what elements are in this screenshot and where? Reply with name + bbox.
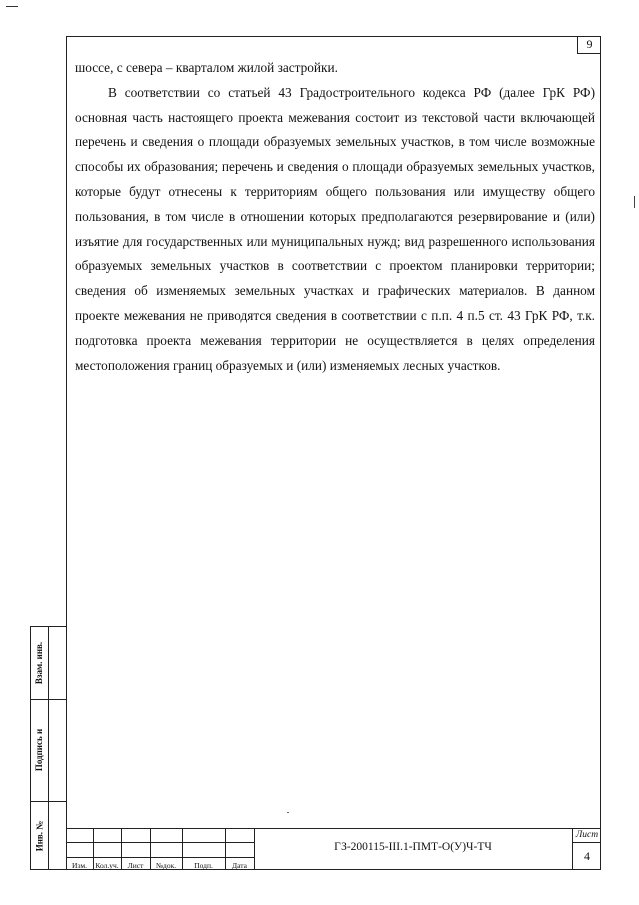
top-page-number: 9 [577,36,601,54]
col-label-date: Дата [232,861,247,870]
side-label-inv-number: Инв. № [34,820,45,852]
col-label-doc-number: №док. [155,861,177,870]
document-body [75,56,595,378]
sheet-number: 4 [584,849,590,863]
col-label-change: Изм. [72,861,87,870]
paragraph-main: В соответствии со статьей 43 Градостроительного кодекса РФ (далее ГрК РФ) основная часть настоящего проекта межевания состоит из текстовой части включающей перечень и сведения о площади образуемых земельных участков, в том числе возможные способы их образования; перечень и сведения о площади образуемых земельных участков, которые будут отнесены к территориям общего пользования или имуществу общего пользования, в том числе в отношении которых предполагаются резервирование и (или) изъятие для государственных или муниципальных нужд; вид разрешенного использования образуемых земельных участков в соответствии с проектом планировки территории; сведения об изменяемых земельных участках и графических материалов. В данном проекте межевания не приводятся сведения в соответствии с п.п. 4 п.5 ст. 43 ГрК РФ, т.к. подготовка проекта межевания территории не осуществляется в целях определения местоположения границ образуемых и (или) изменяемых лесных участков. [75,84,595,373]
paragraph-continuation: шоссе, с севера – кварталом жилой застройки. [75,60,338,75]
document-code: ГЗ-200115-III.1-ПМТ-О(У)Ч-ТЧ [334,841,492,853]
col-label-signature: Подп. [194,861,213,870]
col-label-count: Кол.уч. [95,861,119,870]
side-stamp-divider [48,627,49,869]
side-label-signature: Подпись и [34,728,45,772]
side-stamp [30,626,66,870]
title-block-hline [572,842,601,843]
col-label-sheet: Лист [127,861,144,870]
side-label-replace-inv: Взам. инв. [34,641,45,685]
crop-mark-right [634,196,635,208]
crop-mark-top [6,6,18,7]
title-block-hline [66,857,254,858]
sheet-label: Лист [575,830,599,840]
title-block-hline [66,842,254,843]
title-block [66,828,601,870]
scan-speck [287,812,289,813]
